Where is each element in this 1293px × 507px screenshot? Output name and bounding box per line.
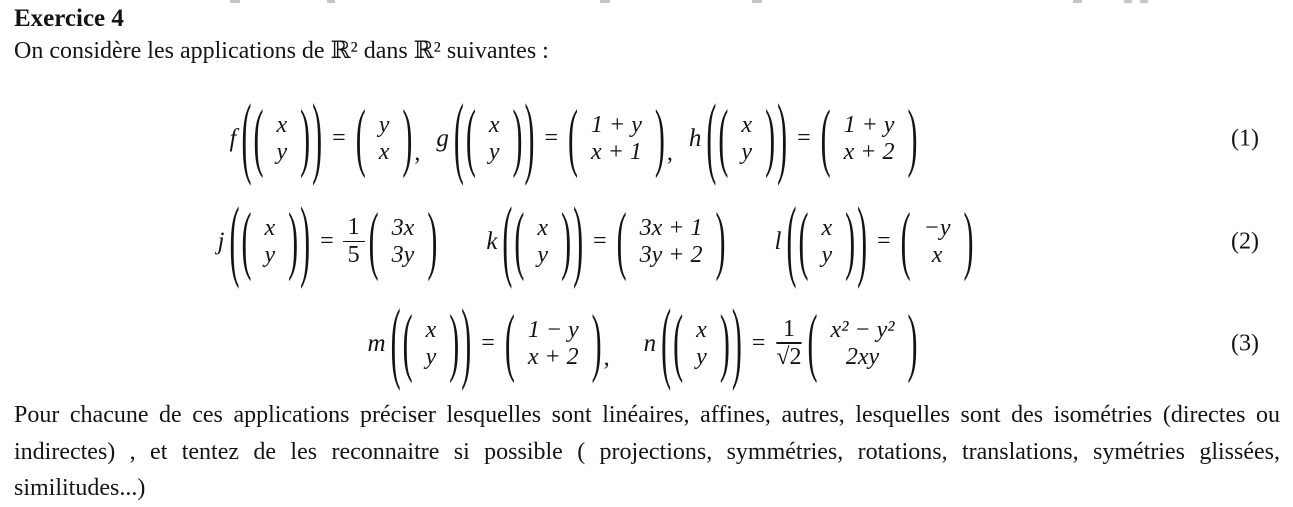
equation-number: (3) bbox=[1231, 330, 1259, 356]
paren-close-inner: ) bbox=[719, 300, 730, 385]
output-vector bbox=[579, 112, 654, 166]
paren-close: ) bbox=[591, 300, 602, 385]
paren-open: ( bbox=[355, 95, 366, 180]
output-vector bbox=[819, 317, 907, 371]
paren-close-inner: ) bbox=[512, 95, 523, 180]
equals-sign: = bbox=[332, 125, 346, 151]
paren-open-outer: ( bbox=[786, 189, 797, 291]
paren-close-outer: ) bbox=[777, 86, 788, 188]
formula-l bbox=[774, 189, 974, 291]
paren-close: ) bbox=[427, 198, 438, 283]
paren-close: ) bbox=[654, 95, 665, 180]
vector-entry: −y bbox=[923, 214, 951, 241]
paren-close: ) bbox=[907, 95, 918, 180]
paren-open-outer: ( bbox=[453, 86, 464, 188]
input-vector bbox=[684, 317, 719, 371]
cropped-text-fragment bbox=[1140, 0, 1148, 3]
vector-entry: y bbox=[696, 343, 707, 370]
paren-close: ) bbox=[402, 95, 413, 180]
paren-open-inner: ( bbox=[673, 300, 684, 385]
vector-entry: x bbox=[264, 214, 276, 241]
vector-entry: y bbox=[741, 138, 753, 165]
paren-open-outer: ( bbox=[229, 189, 240, 291]
paren-open-inner: ( bbox=[241, 198, 252, 283]
function-name-m: m bbox=[367, 329, 386, 357]
vector-entry: y bbox=[537, 241, 549, 268]
comma-separator: , bbox=[414, 140, 421, 166]
formula-h bbox=[688, 86, 919, 188]
input-vector bbox=[264, 112, 299, 166]
comma-separator: , bbox=[666, 140, 673, 166]
vector-entry: y bbox=[488, 138, 500, 165]
paren-close-outer: ) bbox=[312, 86, 323, 188]
paren-close-inner: ) bbox=[845, 198, 856, 283]
cropped-text-fragment bbox=[600, 0, 610, 3]
intro-sentence: On considère les applications de ℝ² dans ℝ² suivantes : bbox=[14, 38, 549, 64]
function-name-l: l bbox=[774, 227, 782, 255]
vector-entry: x² − y² bbox=[830, 316, 895, 343]
vector-entry: y bbox=[264, 241, 276, 268]
paren-open: ( bbox=[820, 95, 831, 180]
paren-open: ( bbox=[807, 300, 818, 385]
exercise-title: Exercice 4 bbox=[14, 5, 124, 32]
function-name-h: h bbox=[688, 124, 702, 152]
input-vector bbox=[477, 112, 512, 166]
input-vector bbox=[729, 112, 764, 166]
vector-entry: x + 1 bbox=[591, 138, 642, 165]
equals-sign: = bbox=[544, 125, 559, 151]
equation-number: (1) bbox=[1231, 125, 1259, 151]
paren-close-inner: ) bbox=[561, 198, 572, 283]
paren-close-inner: ) bbox=[449, 300, 460, 385]
function-name-j: j bbox=[217, 227, 225, 255]
vector-entry: x bbox=[821, 214, 833, 241]
vector-entry: x bbox=[741, 111, 753, 138]
vector-entry: x bbox=[696, 316, 707, 343]
formula-m bbox=[367, 291, 610, 393]
fraction-coefficient bbox=[774, 316, 803, 371]
fraction-coefficient bbox=[343, 214, 365, 269]
cropped-text-fragment bbox=[1124, 0, 1132, 3]
vector-entry: 2xy bbox=[845, 343, 880, 370]
vector-entry: x bbox=[488, 111, 500, 138]
vector-entry: 1 + y bbox=[843, 111, 895, 138]
paren-close-outer: ) bbox=[300, 189, 311, 291]
vector-entry: x + 2 bbox=[527, 343, 579, 370]
equation-number: (2) bbox=[1231, 228, 1259, 254]
paren-open-inner: ( bbox=[718, 95, 729, 180]
cropped-text-fragment bbox=[752, 0, 762, 3]
formula-g bbox=[436, 86, 673, 188]
function-name-k: k bbox=[486, 227, 498, 255]
comma-separator: , bbox=[603, 345, 610, 371]
instructions-paragraph: Pour chacune de ces applications préciser lesquelles sont linéaires, affines, autres, lesquelles sont des isométries (directes ou indirectes) , et tentez de les reconnaitre si possible ( projections, symmétries, rotations, translations, symétries glissées, similitudes...) bbox=[14, 402, 1280, 501]
equals-sign: = bbox=[751, 330, 766, 356]
formula-k bbox=[486, 189, 726, 291]
paren-open: ( bbox=[568, 95, 579, 180]
vector-entry: x bbox=[378, 138, 390, 165]
output-vector bbox=[380, 215, 427, 269]
vector-entry: 3y bbox=[391, 241, 415, 268]
fraction-denominator-sqrt: √2 bbox=[776, 344, 802, 370]
paren-close: ) bbox=[715, 198, 726, 283]
vector-entry: y bbox=[821, 241, 833, 268]
fraction-numerator: 1 bbox=[778, 316, 800, 344]
input-vector bbox=[525, 215, 560, 269]
vector-entry: 3x + 1 bbox=[639, 214, 703, 241]
output-vector bbox=[628, 215, 715, 269]
vector-entry: 3y + 2 bbox=[639, 241, 703, 268]
paren-close: ) bbox=[907, 300, 918, 385]
formula-f bbox=[229, 86, 421, 188]
paren-close: ) bbox=[963, 198, 974, 283]
paren-close-inner: ) bbox=[300, 95, 311, 180]
paren-close-outer: ) bbox=[461, 291, 472, 393]
equals-sign: = bbox=[593, 228, 607, 254]
output-vector bbox=[832, 112, 907, 166]
paren-open-outer: ( bbox=[502, 189, 513, 291]
output-vector bbox=[516, 317, 591, 371]
cropped-text-fragment bbox=[230, 0, 240, 3]
vector-entry: x bbox=[276, 111, 288, 138]
cropped-text-fragment bbox=[327, 0, 335, 3]
paren-open-outer: ( bbox=[241, 86, 252, 188]
paren-close-outer: ) bbox=[524, 86, 535, 188]
vector-entry: y bbox=[276, 138, 288, 165]
cropped-text-fragment bbox=[1073, 0, 1082, 3]
paren-open-inner: ( bbox=[402, 300, 413, 385]
paren-open-inner: ( bbox=[253, 95, 264, 180]
equation-row-2 bbox=[14, 189, 1280, 291]
vector-entry: y bbox=[425, 343, 437, 370]
paren-close-outer: ) bbox=[731, 291, 742, 393]
equals-sign: = bbox=[320, 228, 334, 254]
paren-close-inner: ) bbox=[288, 198, 299, 283]
function-name-g: g bbox=[436, 124, 449, 152]
vector-entry: x bbox=[425, 316, 437, 343]
fraction-numerator: 1 bbox=[343, 214, 365, 242]
formula-n bbox=[643, 291, 919, 393]
paren-open: ( bbox=[900, 198, 911, 283]
paren-open: ( bbox=[368, 198, 379, 283]
function-name-n: n bbox=[643, 329, 657, 357]
paren-open-inner: ( bbox=[465, 95, 476, 180]
paren-open: ( bbox=[504, 300, 515, 385]
vector-entry: x bbox=[931, 241, 943, 268]
paren-close-outer: ) bbox=[573, 189, 584, 291]
input-vector bbox=[414, 317, 449, 371]
equals-sign: = bbox=[481, 330, 495, 356]
function-name-f: f bbox=[229, 124, 237, 152]
equation-row-1 bbox=[14, 86, 1280, 188]
input-vector bbox=[809, 215, 844, 269]
paren-close-outer: ) bbox=[857, 189, 868, 291]
vector-entry: x + 2 bbox=[843, 138, 895, 165]
equation-row-3 bbox=[14, 291, 1280, 393]
equals-sign: = bbox=[877, 228, 891, 254]
vector-entry: 1 − y bbox=[527, 316, 579, 343]
paren-open: ( bbox=[616, 198, 627, 283]
paren-open-outer: ( bbox=[706, 86, 717, 188]
equals-sign: = bbox=[797, 125, 811, 151]
output-vector bbox=[367, 112, 402, 166]
paren-open-outer: ( bbox=[390, 291, 401, 393]
vector-entry: y bbox=[378, 111, 390, 138]
paren-close-inner: ) bbox=[765, 95, 776, 180]
paren-open-outer: ( bbox=[661, 291, 672, 393]
paren-open-inner: ( bbox=[798, 198, 809, 283]
vector-entry: 1 + y bbox=[591, 111, 642, 138]
vector-entry: 3x bbox=[391, 214, 415, 241]
fraction-denominator: 5 bbox=[347, 242, 360, 268]
formula-j bbox=[217, 189, 439, 291]
paren-open-inner: ( bbox=[514, 198, 525, 283]
output-vector bbox=[912, 215, 963, 269]
vector-entry: x bbox=[537, 214, 549, 241]
input-vector bbox=[252, 215, 287, 269]
